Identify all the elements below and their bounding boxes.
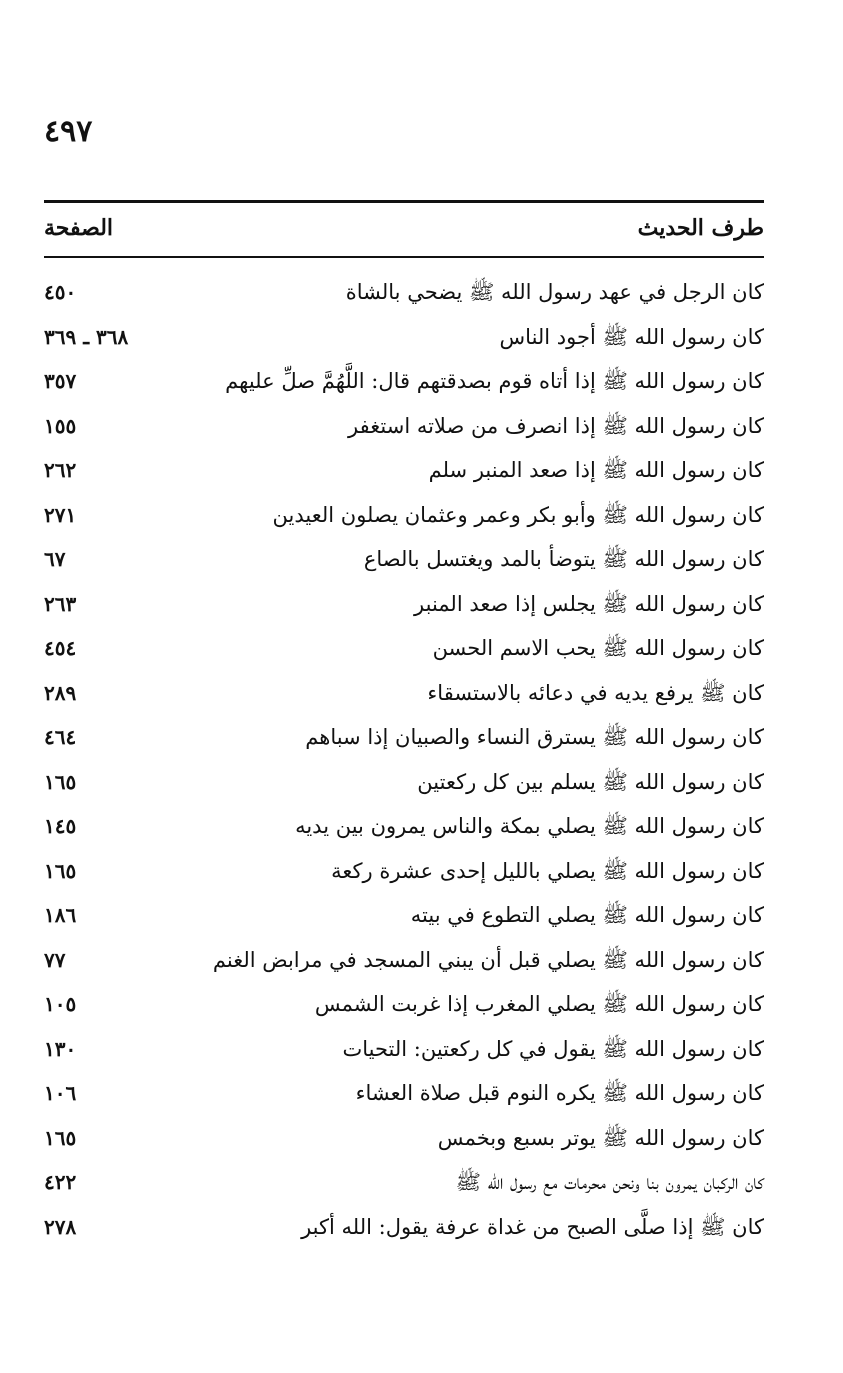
hadith-text: كان رسول الله ﷺ إذا أتاه قوم بصدقتهم قال: اللَّهُمَّ صلِّ عليهم	[225, 369, 764, 393]
page-reference: ١٦٥	[44, 1125, 77, 1150]
list-item	[44, 1071, 764, 1116]
hadith-text: كان الرجل في عهد رسول الله ﷺ يضحي بالشاة	[345, 280, 764, 304]
list-item	[44, 1027, 764, 1072]
page-reference: ١٦٥	[44, 769, 77, 794]
header-top-rule	[44, 200, 764, 203]
header-bottom-rule	[44, 256, 764, 258]
hadith-text: كان رسول الله ﷺ وأبو بكر وعمر وعثمان يصلون العيدين	[272, 502, 764, 527]
page-number: ٤٩٧	[44, 114, 93, 149]
page-reference: ٢٦٣	[44, 591, 77, 616]
list-item	[44, 1160, 764, 1205]
list-item	[44, 715, 764, 760]
hadith-text: كان رسول الله ﷺ يصلي قبل أن يبني المسجد في مرابض الغنم	[212, 947, 764, 972]
list-item	[44, 982, 764, 1027]
hadith-text: كان رسول الله ﷺ يصلي بمكة والناس يمرون بين يديه	[295, 814, 764, 838]
hadith-text: كان رسول الله ﷺ يحب الاسم الحسن	[432, 636, 764, 660]
hadith-text: كان رسول الله ﷺ يجلس إذا صعد المنبر	[414, 591, 764, 616]
list-item	[44, 315, 764, 360]
page-reference: ٢٦٢	[44, 458, 77, 482]
hadith-text: كان ﷺ إذا صلَّى الصبح من غداة عرفة يقول: الله أكبر	[301, 1214, 764, 1239]
list-item	[44, 760, 764, 805]
list-item	[44, 404, 764, 449]
page-column-heading: الصفحة	[44, 215, 114, 241]
page-reference: ١٤٥	[44, 814, 77, 838]
page-reference: ٣٥٧	[44, 369, 77, 393]
hadith-text: كان رسول الله ﷺ يصلي التطوع في بيته	[410, 903, 764, 927]
hadith-text: كان رسول الله ﷺ إذا صعد المنبر سلم	[428, 458, 764, 482]
list-item	[44, 804, 764, 849]
page-reference: ٦٧	[44, 547, 66, 571]
list-item	[44, 1116, 764, 1161]
list-item	[44, 849, 764, 894]
hadith-index-list	[44, 270, 764, 1249]
page-reference: ١٥٥	[44, 413, 77, 438]
page-reference: ٢٧١	[44, 502, 77, 527]
hadith-text: كان رسول الله ﷺ إذا انصرف من صلاته استغفر	[348, 413, 764, 438]
hadith-text: كان رسول الله ﷺ أجود الناس	[499, 324, 764, 349]
list-item	[44, 1205, 764, 1250]
page-reference: ١٣٠	[44, 1036, 77, 1061]
list-item	[44, 582, 764, 627]
page-reference: ١٠٥	[44, 992, 77, 1016]
list-item	[44, 938, 764, 983]
page-reference: ٤٥٠	[44, 280, 77, 304]
hadith-text: كان رسول الله ﷺ يصلي بالليل إحدى عشرة ركعة	[331, 858, 764, 883]
list-item	[44, 626, 764, 671]
hadith-column-heading: طرف الحديث	[637, 215, 764, 241]
hadith-text: كان الركبان يمرون بنا ونحن محرمات مع رسول الله ﷺ	[455, 1170, 764, 1194]
page-reference: ٧٧	[44, 947, 66, 972]
list-item	[44, 537, 764, 582]
page-reference: ٤٦٤	[44, 725, 77, 749]
page-reference: ٢٧٨	[44, 1214, 77, 1239]
hadith-text: كان رسول الله ﷺ يتوضأ بالمد ويغتسل بالصاع	[363, 547, 764, 571]
hadith-text: كان رسول الله ﷺ يوتر بسبع وبخمس	[437, 1125, 764, 1150]
hadith-text: كان رسول الله ﷺ يقول في كل ركعتين: التحيات	[342, 1036, 764, 1061]
page-reference: ١٨٦	[44, 903, 77, 927]
hadith-text: كان رسول الله ﷺ يصلي المغرب إذا غربت الشمس	[314, 992, 764, 1016]
hadith-text: كان ﷺ يرفع يديه في دعائه بالاستسقاء	[427, 680, 764, 705]
page-reference: ٤٥٤	[44, 636, 77, 660]
hadith-text: كان رسول الله ﷺ يسترق النساء والصبيان إذا سباهم	[305, 725, 764, 749]
page-reference: ١٦٥	[44, 858, 77, 883]
page-reference: ٣٦٨ ـ ٣٦٩	[44, 324, 129, 349]
page-reference: ٤٢٢	[44, 1170, 77, 1194]
list-item	[44, 448, 764, 493]
page-reference: ١٠٦	[44, 1081, 77, 1105]
table-header	[44, 208, 764, 248]
list-item	[44, 893, 764, 938]
hadith-text: كان رسول الله ﷺ يكره النوم قبل صلاة العشاء	[355, 1081, 764, 1105]
hadith-text: كان رسول الله ﷺ يسلم بين كل ركعتين	[417, 769, 764, 794]
list-item	[44, 493, 764, 538]
list-item	[44, 671, 764, 716]
list-item	[44, 359, 764, 404]
list-item	[44, 270, 764, 315]
page-reference: ٢٨٩	[44, 680, 77, 705]
